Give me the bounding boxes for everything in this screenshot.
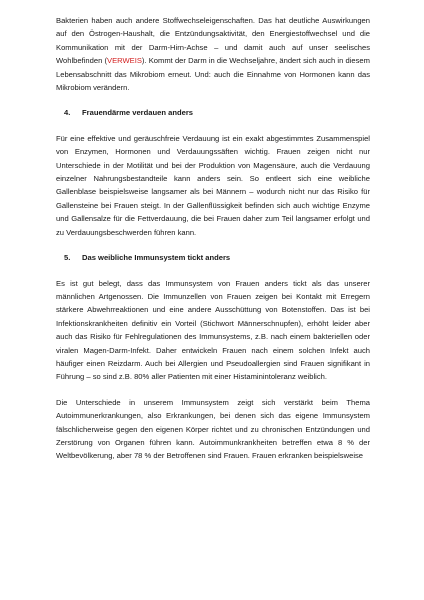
paragraph-immune-system: Es ist gut belegt, dass das Immunsystem von Frauen anders tickt als das unserer männlichen Artgenossen. Die Immunzellen von Frauen zeigen bei Kontakt mit Erregern stärkere Abwehrreaktionen und eine andere Ausschüttung von Botenstoffen. Das ist bei Infektionskrankheiten definitiv ein Vorteil (Stichwort Männerschnupfen), erhöht leider aber auch das Risiko für Fehlregulationen des Immunsystems, z.B. nach einem bakteriellen oder viralen Magen-Darm-Infekt. Daher entwickeln Frauen nach einem solchen Infekt auch häufiger einen Reizdarm. Auch bei Allergien und Pseudoallergien sind Frauen signifikant in Führung – so sind z.B. 80% aller Patienten mit einer Histaminintoleranz weiblich.	[56, 278, 370, 382]
reference-link[interactable]: VERWEIS	[107, 56, 142, 66]
section-title: Das weibliche Immunsystem tickt anders	[82, 253, 231, 263]
section-number: 4.	[64, 108, 71, 118]
section-number: 5.	[64, 253, 71, 263]
paragraph-text: ). Kommt der Darm in die Wechseljahre, ändert sich auch in diesem Lebensabschnitt das Mikrobiom erneut. Und: auch die Einnahme von Hormonen kann das Mikrobiom verändern.	[56, 56, 370, 93]
paragraph-microbiome	[56, 14, 370, 94]
section-title: Frauendärme verdauen anders	[82, 108, 193, 118]
section-heading-5	[56, 251, 370, 264]
section-heading-4	[56, 106, 370, 119]
paragraph-text: Bakterien haben auch andere Stoffwechseleigenschaften. Das hat deutliche Auswirkungen auf den Östrogen-Haushalt, die Entzündungsaktivität, den Energiestoffwechsel und die Kommunikation mit der Darm-Hirn-Achse – und damit auch auf unser seelisches Wohlbefinden (	[56, 16, 370, 66]
paragraph-autoimmune: Die Unterschiede in unserem Immunsystem zeigt sich verstärkt beim Thema Autoimmunerkrankungen, also Erkrankungen, bei denen sich das eigene Immunsystem fälschlicherweise gegen den eigenen Körper richtet und zu chronischen Entzündungen und Zerstörung von Organen führen kann. Autoimmunkrankheiten betreffen etwa 8 % der Weltbevölkerung, aber 78 % der Betroffenen sind Frauen. Frauen erkranken beispielsweise	[56, 397, 370, 461]
paragraph-digestion: Für eine effektive und geräuschfreie Verdauung ist ein exakt abgestimmtes Zusammenspiel von Enzymen, Hormonen und Verdauungssäften wichtig. Frauen zeigen nicht nur Unterschiede in der Motilität und bei der Produktion von Magensäure, auch die Verdauung einzelner Nahrungsbestandteile kann anders sein. So entleert sich eine weibliche Gallenblase beispielsweise langsamer als bei Männern – wodurch nicht nur das Risiko für Gallensteine bei Frauen steigt. In der Gallenflüssigkeit befinden sich auch wichtige Enzyme und Gallensalze für die Fettverdauung, die bei Frauen daher zum Teil langsamer erfolgt und zu Verdauungsbeschwerden führen kann.	[56, 133, 370, 237]
